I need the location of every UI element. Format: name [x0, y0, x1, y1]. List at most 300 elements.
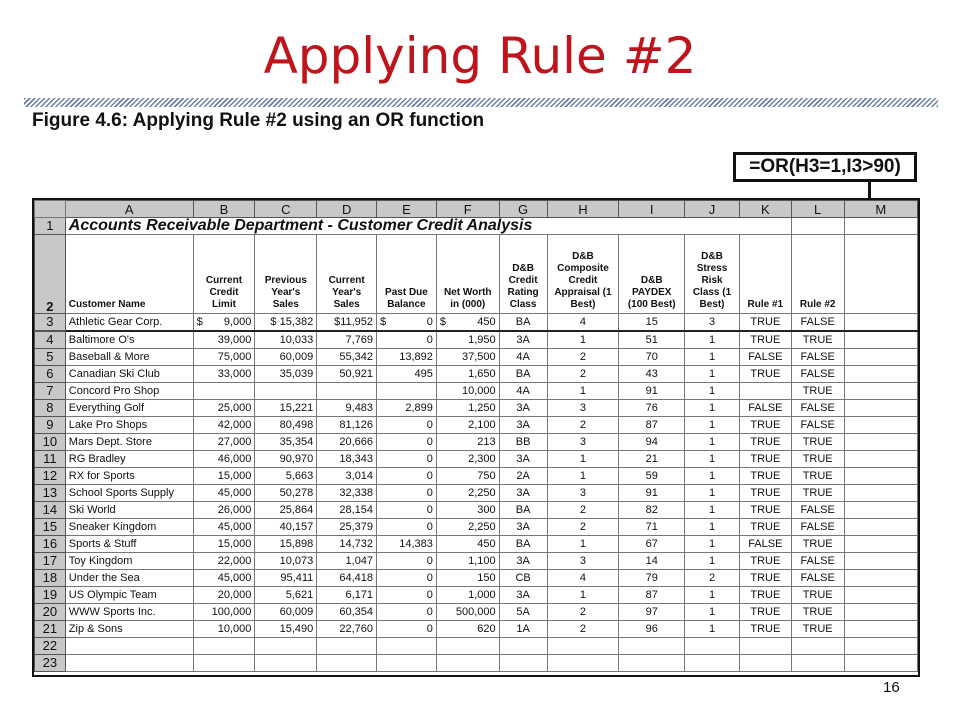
stress-cell[interactable]: 1 [685, 502, 740, 519]
credit-limit-cell[interactable]: 15,000 [193, 536, 255, 553]
row-header[interactable]: 20 [35, 604, 66, 621]
net-worth-cell[interactable]: 450 [436, 536, 499, 553]
customer-name-cell[interactable]: US Olympic Team [65, 587, 193, 604]
rule1-cell[interactable]: TRUE [739, 451, 791, 468]
header-cell[interactable]: D&B Credit Rating Class [499, 235, 547, 314]
header-cell[interactable]: D&B Composite Credit Appraisal (1 Best) [547, 235, 619, 314]
appraisal-cell[interactable]: 2 [547, 349, 619, 366]
past-due-cell[interactable] [377, 383, 437, 400]
appraisal-cell[interactable]: 2 [547, 519, 619, 536]
past-due-cell[interactable]: 0 [377, 451, 437, 468]
empty-cell[interactable] [844, 502, 917, 519]
past-due-cell[interactable]: 0 [377, 417, 437, 434]
row-header[interactable]: 21 [35, 621, 66, 638]
rating-cell[interactable]: BA [499, 314, 547, 332]
rule2-cell[interactable]: FALSE [791, 349, 844, 366]
empty-cell[interactable] [844, 331, 917, 349]
customer-name-cell[interactable]: Concord Pro Shop [65, 383, 193, 400]
customer-name-cell[interactable]: Athletic Gear Corp. [65, 314, 193, 332]
credit-limit-cell[interactable]: 10,000 [193, 621, 255, 638]
row-header[interactable]: 23 [35, 655, 66, 672]
current-sales-cell[interactable]: 18,343 [317, 451, 377, 468]
customer-name-cell[interactable]: Ski World [65, 502, 193, 519]
current-sales-cell[interactable]: 20,666 [317, 434, 377, 451]
current-sales-cell[interactable]: 32,338 [317, 485, 377, 502]
past-due-cell[interactable]: 0 [377, 502, 437, 519]
stress-cell[interactable]: 1 [685, 434, 740, 451]
column-header-i[interactable]: I [619, 201, 685, 218]
empty-cell[interactable] [844, 587, 917, 604]
empty-cell[interactable] [436, 655, 499, 672]
column-header-h[interactable]: H [547, 201, 619, 218]
row-header[interactable]: 18 [35, 570, 66, 587]
column-header-m[interactable]: M [844, 201, 917, 218]
row-header[interactable]: 16 [35, 536, 66, 553]
rule1-cell[interactable]: FALSE [739, 400, 791, 417]
stress-cell[interactable]: 1 [685, 331, 740, 349]
rule1-cell[interactable]: TRUE [739, 485, 791, 502]
empty-cell[interactable] [844, 434, 917, 451]
rating-cell[interactable]: 3A [499, 553, 547, 570]
empty-cell[interactable] [844, 485, 917, 502]
past-due-cell[interactable]: 0 [377, 570, 437, 587]
rule2-cell[interactable]: FALSE [791, 502, 844, 519]
stress-cell[interactable]: 2 [685, 570, 740, 587]
rule1-cell[interactable]: TRUE [739, 587, 791, 604]
credit-limit-cell[interactable]: 39,000 [193, 331, 255, 349]
select-all-corner[interactable] [35, 201, 66, 218]
current-sales-cell[interactable]: 9,483 [317, 400, 377, 417]
paydex-cell[interactable]: 43 [619, 366, 685, 383]
customer-name-cell[interactable]: Sports & Stuff [65, 536, 193, 553]
empty-cell[interactable] [255, 655, 317, 672]
empty-cell[interactable] [685, 638, 740, 655]
customer-name-cell[interactable]: School Sports Supply [65, 485, 193, 502]
stress-cell[interactable]: 1 [685, 468, 740, 485]
row-header[interactable]: 6 [35, 366, 66, 383]
stress-cell[interactable]: 1 [685, 383, 740, 400]
appraisal-cell[interactable]: 1 [547, 536, 619, 553]
previous-sales-cell[interactable]: 10,073 [255, 553, 317, 570]
current-sales-cell[interactable]: 55,342 [317, 349, 377, 366]
row-header[interactable]: 17 [35, 553, 66, 570]
customer-name-cell[interactable]: Baseball & More [65, 349, 193, 366]
paydex-cell[interactable]: 59 [619, 468, 685, 485]
credit-limit-cell[interactable]: 15,000 [193, 468, 255, 485]
customer-name-cell[interactable]: Mars Dept. Store [65, 434, 193, 451]
previous-sales-cell[interactable]: 90,970 [255, 451, 317, 468]
header-cell[interactable]: Net Worth in (000) [436, 235, 499, 314]
credit-limit-cell[interactable]: 42,000 [193, 417, 255, 434]
paydex-cell[interactable]: 87 [619, 587, 685, 604]
previous-sales-cell[interactable]: 15,898 [255, 536, 317, 553]
credit-limit-cell[interactable]: 45,000 [193, 519, 255, 536]
customer-name-cell[interactable]: Lake Pro Shops [65, 417, 193, 434]
rule1-cell[interactable]: TRUE [739, 468, 791, 485]
net-worth-cell[interactable]: 1,250 [436, 400, 499, 417]
past-due-cell[interactable]: 0 [377, 587, 437, 604]
appraisal-cell[interactable]: 4 [547, 314, 619, 332]
empty-cell[interactable] [685, 655, 740, 672]
credit-limit-cell[interactable] [193, 314, 255, 332]
column-header-k[interactable]: K [739, 201, 791, 218]
empty-cell[interactable] [193, 638, 255, 655]
paydex-cell[interactable]: 79 [619, 570, 685, 587]
row-header[interactable]: 5 [35, 349, 66, 366]
rule1-cell[interactable]: FALSE [739, 536, 791, 553]
header-cell[interactable]: Rule #1 [739, 235, 791, 314]
previous-sales-cell[interactable]: 50,278 [255, 485, 317, 502]
paydex-cell[interactable]: 14 [619, 553, 685, 570]
customer-name-cell[interactable]: Everything Golf [65, 400, 193, 417]
net-worth-cell[interactable]: 620 [436, 621, 499, 638]
paydex-cell[interactable]: 97 [619, 604, 685, 621]
rule1-cell[interactable]: TRUE [739, 621, 791, 638]
empty-cell[interactable] [844, 400, 917, 417]
customer-name-cell[interactable]: WWW Sports Inc. [65, 604, 193, 621]
credit-limit-cell[interactable]: 26,000 [193, 502, 255, 519]
current-sales-cell[interactable]: 22,760 [317, 621, 377, 638]
appraisal-cell[interactable]: 1 [547, 331, 619, 349]
row-header[interactable]: 12 [35, 468, 66, 485]
rule1-cell[interactable]: TRUE [739, 417, 791, 434]
past-due-cell[interactable]: 13,892 [377, 349, 437, 366]
header-cell[interactable]: Rule #2 [791, 235, 844, 314]
empty-cell[interactable] [844, 235, 917, 314]
previous-sales-cell[interactable]: $ 15,382 [255, 314, 317, 332]
current-sales-cell[interactable]: 1,047 [317, 553, 377, 570]
rule1-cell[interactable]: TRUE [739, 331, 791, 349]
net-worth-cell[interactable]: 1,650 [436, 366, 499, 383]
rule2-cell[interactable]: FALSE [791, 314, 844, 332]
empty-cell[interactable] [791, 638, 844, 655]
column-header-a[interactable]: A [65, 201, 193, 218]
past-due-cell[interactable]: 0 [377, 485, 437, 502]
empty-cell[interactable] [377, 638, 437, 655]
current-sales-cell[interactable] [317, 383, 377, 400]
stress-cell[interactable]: 1 [685, 366, 740, 383]
net-worth-cell[interactable]: 1,100 [436, 553, 499, 570]
empty-cell[interactable] [844, 349, 917, 366]
previous-sales-cell[interactable]: 80,498 [255, 417, 317, 434]
appraisal-cell[interactable]: 2 [547, 366, 619, 383]
empty-cell[interactable] [547, 655, 619, 672]
current-sales-cell[interactable]: 14,732 [317, 536, 377, 553]
rule1-cell[interactable]: FALSE [739, 349, 791, 366]
row-header[interactable]: 15 [35, 519, 66, 536]
rating-cell[interactable]: BA [499, 536, 547, 553]
rating-cell[interactable]: 1A [499, 621, 547, 638]
past-due-cell[interactable]: 0 [377, 468, 437, 485]
appraisal-cell[interactable]: 3 [547, 434, 619, 451]
previous-sales-cell[interactable]: 60,009 [255, 604, 317, 621]
empty-cell[interactable] [377, 655, 437, 672]
past-due-cell[interactable]: 0 [377, 331, 437, 349]
rule2-cell[interactable]: TRUE [791, 451, 844, 468]
paydex-cell[interactable]: 96 [619, 621, 685, 638]
empty-cell[interactable] [844, 218, 917, 235]
empty-cell[interactable] [844, 451, 917, 468]
empty-cell[interactable] [499, 655, 547, 672]
net-worth-cell[interactable]: 500,000 [436, 604, 499, 621]
empty-cell[interactable] [317, 655, 377, 672]
appraisal-cell[interactable]: 2 [547, 621, 619, 638]
column-header-e[interactable]: E [377, 201, 437, 218]
row-header[interactable]: 11 [35, 451, 66, 468]
appraisal-cell[interactable]: 1 [547, 451, 619, 468]
empty-cell[interactable] [547, 638, 619, 655]
rating-cell[interactable]: 4A [499, 349, 547, 366]
rule1-cell[interactable]: TRUE [739, 434, 791, 451]
column-header-l[interactable]: L [791, 201, 844, 218]
previous-sales-cell[interactable]: 10,033 [255, 331, 317, 349]
stress-cell[interactable]: 1 [685, 349, 740, 366]
current-sales-cell[interactable]: 25,379 [317, 519, 377, 536]
appraisal-cell[interactable]: 1 [547, 587, 619, 604]
current-sales-cell[interactable]: 6,171 [317, 587, 377, 604]
rating-cell[interactable]: 3A [499, 417, 547, 434]
customer-name-cell[interactable]: Sneaker Kingdom [65, 519, 193, 536]
empty-cell[interactable] [317, 638, 377, 655]
row-header[interactable]: 22 [35, 638, 66, 655]
credit-limit-cell[interactable]: 45,000 [193, 485, 255, 502]
rule1-cell[interactable]: TRUE [739, 604, 791, 621]
empty-cell[interactable] [791, 218, 844, 235]
credit-limit-cell[interactable]: 33,000 [193, 366, 255, 383]
past-due-cell[interactable]: 0 [377, 434, 437, 451]
net-worth-cell[interactable]: 37,500 [436, 349, 499, 366]
customer-name-cell[interactable]: Canadian Ski Club [65, 366, 193, 383]
customer-name-cell[interactable]: RX for Sports [65, 468, 193, 485]
empty-cell[interactable] [844, 638, 917, 655]
rule1-cell[interactable]: TRUE [739, 314, 791, 332]
empty-cell[interactable] [844, 417, 917, 434]
stress-cell[interactable]: 1 [685, 587, 740, 604]
stress-cell[interactable]: 1 [685, 536, 740, 553]
rule2-cell[interactable]: TRUE [791, 604, 844, 621]
past-due-cell[interactable]: 495 [377, 366, 437, 383]
paydex-cell[interactable]: 70 [619, 349, 685, 366]
row-header[interactable]: 8 [35, 400, 66, 417]
empty-cell[interactable] [844, 621, 917, 638]
rating-cell[interactable]: BB [499, 434, 547, 451]
net-worth-cell[interactable]: 150 [436, 570, 499, 587]
previous-sales-cell[interactable]: 15,490 [255, 621, 317, 638]
header-cell[interactable]: Current Credit Limit [193, 235, 255, 314]
paydex-cell[interactable]: 71 [619, 519, 685, 536]
empty-cell[interactable] [739, 638, 791, 655]
appraisal-cell[interactable]: 3 [547, 553, 619, 570]
paydex-cell[interactable]: 82 [619, 502, 685, 519]
rule1-cell[interactable] [739, 383, 791, 400]
customer-name-cell[interactable]: Under the Sea [65, 570, 193, 587]
column-header-c[interactable]: C [255, 201, 317, 218]
header-cell[interactable]: Past Due Balance [377, 235, 437, 314]
empty-cell[interactable] [739, 655, 791, 672]
column-header-b[interactable]: B [193, 201, 255, 218]
net-worth-cell[interactable]: 1,000 [436, 587, 499, 604]
previous-sales-cell[interactable]: 5,663 [255, 468, 317, 485]
rating-cell[interactable]: 5A [499, 604, 547, 621]
current-sales-cell[interactable]: 64,418 [317, 570, 377, 587]
appraisal-cell[interactable]: 1 [547, 383, 619, 400]
rule2-cell[interactable]: TRUE [791, 434, 844, 451]
empty-cell[interactable] [791, 655, 844, 672]
rating-cell[interactable]: 3A [499, 587, 547, 604]
rule2-cell[interactable]: TRUE [791, 621, 844, 638]
customer-name-cell[interactable]: Toy Kingdom [65, 553, 193, 570]
rule2-cell[interactable]: FALSE [791, 553, 844, 570]
net-worth-cell[interactable]: 2,250 [436, 519, 499, 536]
row-header[interactable]: 14 [35, 502, 66, 519]
rule1-cell[interactable]: TRUE [739, 570, 791, 587]
rule2-cell[interactable]: TRUE [791, 331, 844, 349]
rule1-cell[interactable]: TRUE [739, 553, 791, 570]
past-due-cell[interactable] [377, 314, 437, 332]
empty-cell[interactable] [65, 655, 193, 672]
credit-limit-cell[interactable]: 100,000 [193, 604, 255, 621]
stress-cell[interactable]: 1 [685, 485, 740, 502]
paydex-cell[interactable]: 91 [619, 383, 685, 400]
past-due-cell[interactable]: 0 [377, 621, 437, 638]
column-header-j[interactable]: J [685, 201, 740, 218]
rule1-cell[interactable]: TRUE [739, 519, 791, 536]
stress-cell[interactable]: 1 [685, 519, 740, 536]
customer-name-cell[interactable]: Baltimore O's [65, 331, 193, 349]
stress-cell[interactable]: 1 [685, 417, 740, 434]
row-header[interactable]: 9 [35, 417, 66, 434]
rating-cell[interactable]: 3A [499, 400, 547, 417]
current-sales-cell[interactable]: 28,154 [317, 502, 377, 519]
credit-limit-cell[interactable]: 22,000 [193, 553, 255, 570]
previous-sales-cell[interactable]: 15,221 [255, 400, 317, 417]
empty-cell[interactable] [844, 468, 917, 485]
empty-cell[interactable] [844, 519, 917, 536]
customer-name-cell[interactable]: RG Bradley [65, 451, 193, 468]
rating-cell[interactable]: 2A [499, 468, 547, 485]
current-sales-cell[interactable]: 60,354 [317, 604, 377, 621]
current-sales-cell[interactable]: $11,952 [317, 314, 377, 332]
appraisal-cell[interactable]: 2 [547, 417, 619, 434]
rating-cell[interactable]: BA [499, 502, 547, 519]
previous-sales-cell[interactable] [255, 383, 317, 400]
net-worth-cell[interactable]: 2,100 [436, 417, 499, 434]
empty-cell[interactable] [844, 655, 917, 672]
row-header[interactable]: 1 [35, 218, 66, 235]
appraisal-cell[interactable]: 3 [547, 400, 619, 417]
stress-cell[interactable]: 3 [685, 314, 740, 332]
sheet-title-cell[interactable]: Accounts Receivable Department - Customer Credit Analysis [65, 218, 791, 235]
paydex-cell[interactable]: 76 [619, 400, 685, 417]
appraisal-cell[interactable]: 2 [547, 502, 619, 519]
paydex-cell[interactable]: 21 [619, 451, 685, 468]
stress-cell[interactable]: 1 [685, 621, 740, 638]
empty-cell[interactable] [844, 536, 917, 553]
column-header-d[interactable]: D [317, 201, 377, 218]
rule2-cell[interactable]: FALSE [791, 519, 844, 536]
rule2-cell[interactable]: TRUE [791, 587, 844, 604]
stress-cell[interactable]: 1 [685, 604, 740, 621]
previous-sales-cell[interactable]: 60,009 [255, 349, 317, 366]
previous-sales-cell[interactable]: 95,411 [255, 570, 317, 587]
header-cell[interactable]: Customer Name [65, 235, 193, 314]
net-worth-cell[interactable]: 2,300 [436, 451, 499, 468]
column-header-f[interactable]: F [436, 201, 499, 218]
credit-limit-cell[interactable] [193, 383, 255, 400]
row-header[interactable]: 13 [35, 485, 66, 502]
empty-cell[interactable] [844, 366, 917, 383]
row-header[interactable]: 2 [35, 235, 66, 314]
empty-cell[interactable] [436, 638, 499, 655]
previous-sales-cell[interactable]: 35,354 [255, 434, 317, 451]
empty-cell[interactable] [193, 655, 255, 672]
net-worth-cell[interactable]: 300 [436, 502, 499, 519]
header-cell[interactable]: D&B Stress Risk Class (1 Best) [685, 235, 740, 314]
empty-cell[interactable] [499, 638, 547, 655]
current-sales-cell[interactable]: 7,769 [317, 331, 377, 349]
previous-sales-cell[interactable]: 40,157 [255, 519, 317, 536]
empty-cell[interactable] [844, 553, 917, 570]
header-cell[interactable]: Previous Year's Sales [255, 235, 317, 314]
appraisal-cell[interactable]: 1 [547, 468, 619, 485]
rating-cell[interactable]: BA [499, 366, 547, 383]
rating-cell[interactable]: 3A [499, 451, 547, 468]
row-header[interactable]: 3 [35, 314, 66, 332]
credit-limit-cell[interactable]: 25,000 [193, 400, 255, 417]
rating-cell[interactable]: CB [499, 570, 547, 587]
net-worth-cell[interactable]: 750 [436, 468, 499, 485]
rating-cell[interactable]: 3A [499, 485, 547, 502]
previous-sales-cell[interactable]: 35,039 [255, 366, 317, 383]
empty-cell[interactable] [255, 638, 317, 655]
paydex-cell[interactable]: 51 [619, 331, 685, 349]
rating-cell[interactable]: 3A [499, 519, 547, 536]
row-header[interactable]: 7 [35, 383, 66, 400]
past-due-cell[interactable]: 14,383 [377, 536, 437, 553]
past-due-cell[interactable]: 2,899 [377, 400, 437, 417]
rule2-cell[interactable]: TRUE [791, 536, 844, 553]
rule2-cell[interactable]: FALSE [791, 570, 844, 587]
rule1-cell[interactable]: TRUE [739, 366, 791, 383]
header-cell[interactable]: Current Year's Sales [317, 235, 377, 314]
row-header[interactable]: 10 [35, 434, 66, 451]
stress-cell[interactable]: 1 [685, 400, 740, 417]
net-worth-cell[interactable]: 2,250 [436, 485, 499, 502]
empty-cell[interactable] [844, 570, 917, 587]
paydex-cell[interactable]: 87 [619, 417, 685, 434]
empty-cell[interactable] [844, 604, 917, 621]
header-cell[interactable]: D&B PAYDEX (100 Best) [619, 235, 685, 314]
current-sales-cell[interactable]: 3,014 [317, 468, 377, 485]
past-due-cell[interactable]: 0 [377, 604, 437, 621]
appraisal-cell[interactable]: 4 [547, 570, 619, 587]
net-worth-cell[interactable]: 10,000 [436, 383, 499, 400]
previous-sales-cell[interactable]: 5,621 [255, 587, 317, 604]
current-sales-cell[interactable]: 50,921 [317, 366, 377, 383]
credit-limit-cell[interactable]: 46,000 [193, 451, 255, 468]
net-worth-cell[interactable]: 213 [436, 434, 499, 451]
credit-limit-cell[interactable]: 45,000 [193, 570, 255, 587]
current-sales-cell[interactable]: 81,126 [317, 417, 377, 434]
past-due-cell[interactable]: 0 [377, 553, 437, 570]
empty-cell[interactable] [619, 638, 685, 655]
rating-cell[interactable]: 3A [499, 331, 547, 349]
customer-name-cell[interactable]: Zip & Sons [65, 621, 193, 638]
empty-cell[interactable] [844, 314, 917, 332]
rule2-cell[interactable]: FALSE [791, 400, 844, 417]
stress-cell[interactable]: 1 [685, 553, 740, 570]
empty-cell[interactable] [65, 638, 193, 655]
